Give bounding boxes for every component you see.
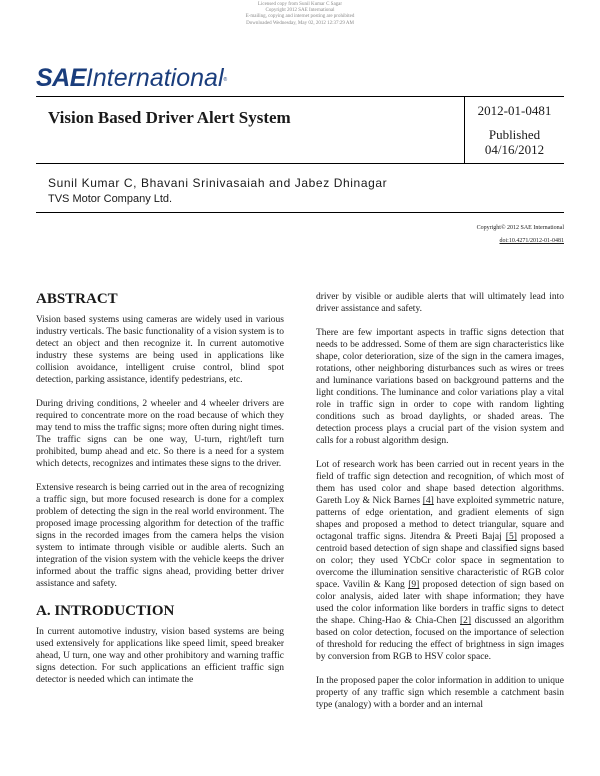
introduction-paragraph: In current automotive industry, vision based systems are being used extensively for applications like speed limit, speed breaker ahead, U turn, one way and other prohibitory and warning traffic signs detection. For such applications an efficient traffic sign detector is needed which can intimate the [36,627,284,685]
logo-sae: SAE [36,64,86,92]
download-watermark [0,2,600,27]
copyright-notice [477,222,564,248]
published-label: Published [488,127,541,142]
citation-link[interactable]: [2] [460,616,472,626]
right-column [316,291,564,723]
introduction-heading: A. INTRODUCTION [36,603,175,619]
divider [36,212,564,213]
paper-number: 2012-01-0481 [477,103,552,118]
watermark-line: Downloaded Wednesday, May 02, 2012 12:37:29 AM [246,20,354,26]
watermark-line: Copyright 2012 SAE International [265,8,335,14]
abstract-paragraph: During driving conditions, 2 wheeler and 4 wheeler drivers are required to concentrate more on the road because of which they may tend to miss the traffic signs; more often during night times. The traffic signs can be one way, U-turn, right/left turn prohibited, bump ahead and etc. So there is a need for a system which detects, recognizes and intimates these signs to the driver. [36,399,284,469]
sae-international-logo [36,64,227,92]
body-paragraph: There are few important aspects in traffic signs detection that needs to be addressed. Some of them are sign characteristics like shape, color deterioration, size of the sign in the camera images, rotations, other neighboring disturbances such as wires or trees and luminance variations based on background patterns and the light conditions. The luminance and color variations play a vital role in traffic sign in order to cope with random lighting conditions such as broad daylights, or shaded areas. The detection process plays a crucial part of the vision system and calls for a robust algorithm design. [316,328,564,446]
watermark-line: E-mailing, copying and internet posting are prohibited [245,14,355,20]
body-paragraph: driver by visible or audible alerts that will ultimately lead into driver assistance and safety. [316,292,564,314]
body-paragraph: In the proposed paper the color information in addition to unique property of any traffic sign which resemble a catchment basin type (analogy) with a border and an internal [316,676,564,710]
abstract-heading: ABSTRACT [36,291,118,307]
citation-link[interactable]: [9] [408,580,420,590]
abstract-paragraph: Extensive research is being carried out in the area of recognizing a traffic sign, but more focused research is done for a complex problem of detecting the sign in the real world environment. The proposed image processing algorithm for detection of the traffic signs in the recorded images from the camera helps the vision system to intimate through visible or audible alerts. Such an integration of the vision system with the vehicle keeps the driver informed about the traffic signs ahead, providing better driver assistance and safety. [36,483,284,589]
watermark-line: Licensed copy from Sunil Kumar C Sagar [257,2,343,7]
text-span: proposed detection of sign based on color analysis, aided later with shape information; they have used the color information like borders in traffic signs to detect the shape. Ching-Hao & Chia-Chen [316,580,564,626]
title-block [36,96,564,164]
text-span: have exploited symmetric nature, patterns of edge orientation, and gradient elements of sign shapes and proposed a method to detect triangular, square and octagonal traffic signs. Jitendra & Preeti Bajaj [316,496,565,542]
paper-title: Vision Based Driver Alert System [48,108,291,127]
left-column [36,290,284,698]
abstract-paragraph: Vision based systems using cameras are widely used in various industry verticals. The basic functionality of a vision system is to detect an object and then recognize it. In current automotive industry these systems are being used in applications like collision avoidance, intelligent cruise control, blind spot detection, parking assistance, identify pedestrians, etc. [36,315,284,385]
logo-trademark: ® [223,77,228,83]
copyright-line: Copyright© 2012 SAE International [476,225,564,231]
affiliation: TVS Motor Company Ltd. [48,193,173,205]
author-list: Sunil Kumar C, Bhavani Srinivasaiah and Jabez Dhinagar [48,176,388,190]
logo-international: International [85,64,224,92]
doi-link[interactable]: doi:10.4271/2012-01-0481 [499,238,564,244]
text-span: proposed a centroid based detection of sign shape and classified signs based on color; they used YCbCr color space in segmentation to overcome the illumination sensitive characteristic of RGB color space. Vavilin & Kang [316,532,564,590]
citation-link[interactable]: [4] [422,496,434,506]
published-date: 04/16/2012 [484,142,545,157]
paper-meta [465,103,564,157]
text-span: Lot of research work has been carried out in recent years in the field of traffic sign detection and recognition, of which most of them has used color and shape based detection algorithms. Gareth Loy & Nick Barnes [316,460,564,506]
body-paragraph-references [316,459,564,663]
citation-link[interactable]: [5] [505,532,517,542]
text-span: discussed an algorithm based on color detection, focused on the importance of selection of threshold for reducing the effect of brightness in sign images by conversion from RGB to HSV color space. [316,616,564,662]
